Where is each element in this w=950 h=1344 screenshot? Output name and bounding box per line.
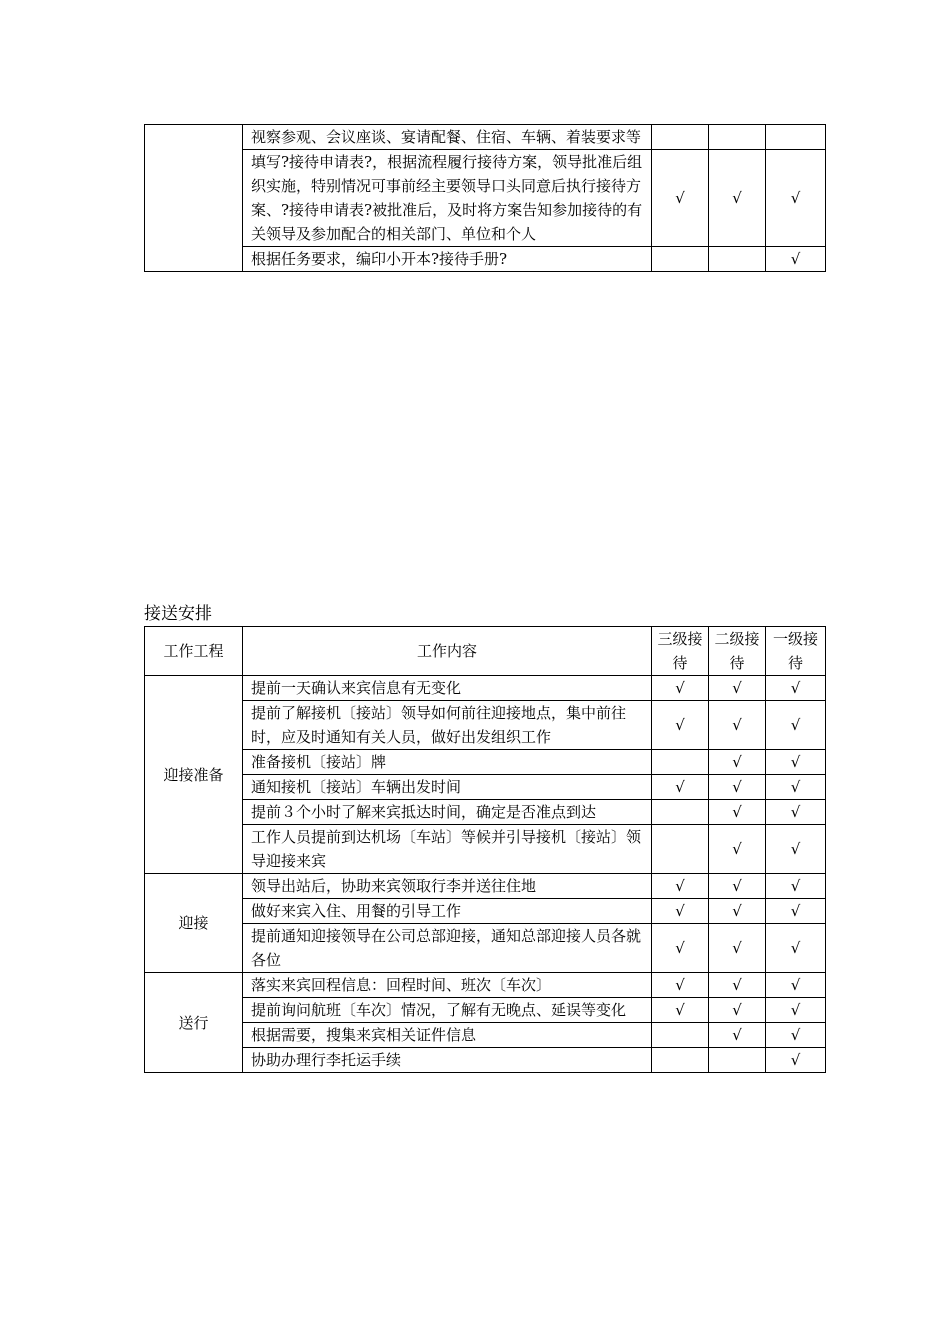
level2-mark: √ (709, 825, 766, 874)
level2-mark: √ (709, 973, 766, 998)
table-row (145, 750, 826, 775)
level3-mark: √ (652, 874, 709, 899)
table-row (145, 701, 826, 750)
level3-mark: √ (652, 701, 709, 750)
content-cell: 提前通知迎接领导在公司总部迎接，通知总部迎接人员各就各位 (243, 924, 652, 973)
table-row (145, 150, 826, 247)
level2-mark: √ (709, 750, 766, 775)
header-project: 工作工程 (145, 627, 243, 676)
level1-mark: √ (766, 676, 826, 701)
content-cell: 提前３个小时了解来宾抵达时间，确定是否准点到达 (243, 800, 652, 825)
header-level3: 三级接待 (652, 627, 709, 676)
level2-mark: √ (709, 899, 766, 924)
level2-mark: √ (709, 150, 766, 247)
content-cell: 提前一天确认来宾信息有无变化 (243, 676, 652, 701)
level3-mark (652, 1048, 709, 1073)
content-cell: 领导出站后，协助来宾领取行李并送往住地 (243, 874, 652, 899)
level1-mark: √ (766, 998, 826, 1023)
level1-mark: √ (766, 899, 826, 924)
level3-mark: √ (652, 924, 709, 973)
level2-mark (709, 125, 766, 150)
level2-mark: √ (709, 800, 766, 825)
level1-mark: √ (766, 750, 826, 775)
level1-mark: √ (766, 247, 826, 272)
content-cell: 提前了解接机〔接站〕领导如何前往迎接地点，集中前往时，应及时通知有关人员，做好出发组织工作 (243, 701, 652, 750)
content-cell: 协助办理行李托运手续 (243, 1048, 652, 1073)
content-cell: 根据任务要求，编印小开本?接待手册? (243, 247, 652, 272)
level1-mark: √ (766, 973, 826, 998)
content-cell: 做好来宾入住、用餐的引导工作 (243, 899, 652, 924)
content-cell: 视察参观、会议座谈、宴请配餐、住宿、车辆、着装要求等 (243, 125, 652, 150)
level2-mark: √ (709, 676, 766, 701)
level3-mark (652, 800, 709, 825)
level1-mark: √ (766, 1023, 826, 1048)
content-cell: 落实来宾回程信息：回程时间、班次〔车次〕 (243, 973, 652, 998)
header-level1: 一级接待 (766, 627, 826, 676)
level1-mark: √ (766, 825, 826, 874)
table-row (145, 125, 826, 150)
project-cell: 迎接准备 (145, 676, 243, 874)
level1-mark: √ (766, 924, 826, 973)
level1-mark (766, 125, 826, 150)
level1-mark: √ (766, 701, 826, 750)
content-cell: 工作人员提前到达机场〔车站〕等候并引导接机〔接站〕领导迎接来宾 (243, 825, 652, 874)
content-cell: 通知接机〔接站〕车辆出发时间 (243, 775, 652, 800)
table-row (145, 800, 826, 825)
level2-mark: √ (709, 1023, 766, 1048)
level2-mark (709, 247, 766, 272)
table-row (145, 247, 826, 272)
table-row (145, 1048, 826, 1073)
reception-plan-table-continued (144, 124, 826, 272)
level3-mark: √ (652, 676, 709, 701)
level3-mark (652, 247, 709, 272)
table-row (145, 1023, 826, 1048)
level3-mark: √ (652, 998, 709, 1023)
level3-mark (652, 125, 709, 150)
level3-mark: √ (652, 973, 709, 998)
content-cell: 根据需要，搜集来宾相关证件信息 (243, 1023, 652, 1048)
level1-mark: √ (766, 150, 826, 247)
section-title: 接送安排 (144, 604, 212, 624)
table-row (145, 874, 826, 899)
content-cell: 准备接机〔接站〕牌 (243, 750, 652, 775)
level3-mark: √ (652, 899, 709, 924)
table-row (145, 924, 826, 973)
table-header-row (145, 627, 826, 676)
table-row (145, 899, 826, 924)
table-row (145, 676, 826, 701)
level2-mark: √ (709, 874, 766, 899)
level2-mark: √ (709, 775, 766, 800)
level3-mark: √ (652, 775, 709, 800)
level2-mark (709, 1048, 766, 1073)
level3-mark (652, 825, 709, 874)
pickup-dropoff-table (144, 626, 826, 1073)
level1-mark: √ (766, 1048, 826, 1073)
level1-mark: √ (766, 775, 826, 800)
level1-mark: √ (766, 874, 826, 899)
level2-mark: √ (709, 701, 766, 750)
level2-mark: √ (709, 998, 766, 1023)
level1-mark: √ (766, 800, 826, 825)
content-cell: 填写?接待申请表?，根据流程履行接待方案，领导批准后组织实施，特别情况可事前经主要领导口头同意后执行接待方案、?接待申请表?被批准后，及时将方案告知参加接待的有关领导及参加配合的相关部门、单位和个人 (243, 150, 652, 247)
level3-mark (652, 1023, 709, 1048)
level3-mark (652, 750, 709, 775)
header-content: 工作内容 (243, 627, 652, 676)
content-cell: 提前询问航班〔车次〕情况，了解有无晚点、延误等变化 (243, 998, 652, 1023)
project-cell: 迎接 (145, 874, 243, 973)
header-level2: 二级接待 (709, 627, 766, 676)
table-row (145, 973, 826, 998)
level3-mark: √ (652, 150, 709, 247)
table-row (145, 998, 826, 1023)
project-cell-empty (145, 125, 243, 272)
project-cell: 送行 (145, 973, 243, 1073)
table-row (145, 825, 826, 874)
table-row (145, 775, 826, 800)
level2-mark: √ (709, 924, 766, 973)
